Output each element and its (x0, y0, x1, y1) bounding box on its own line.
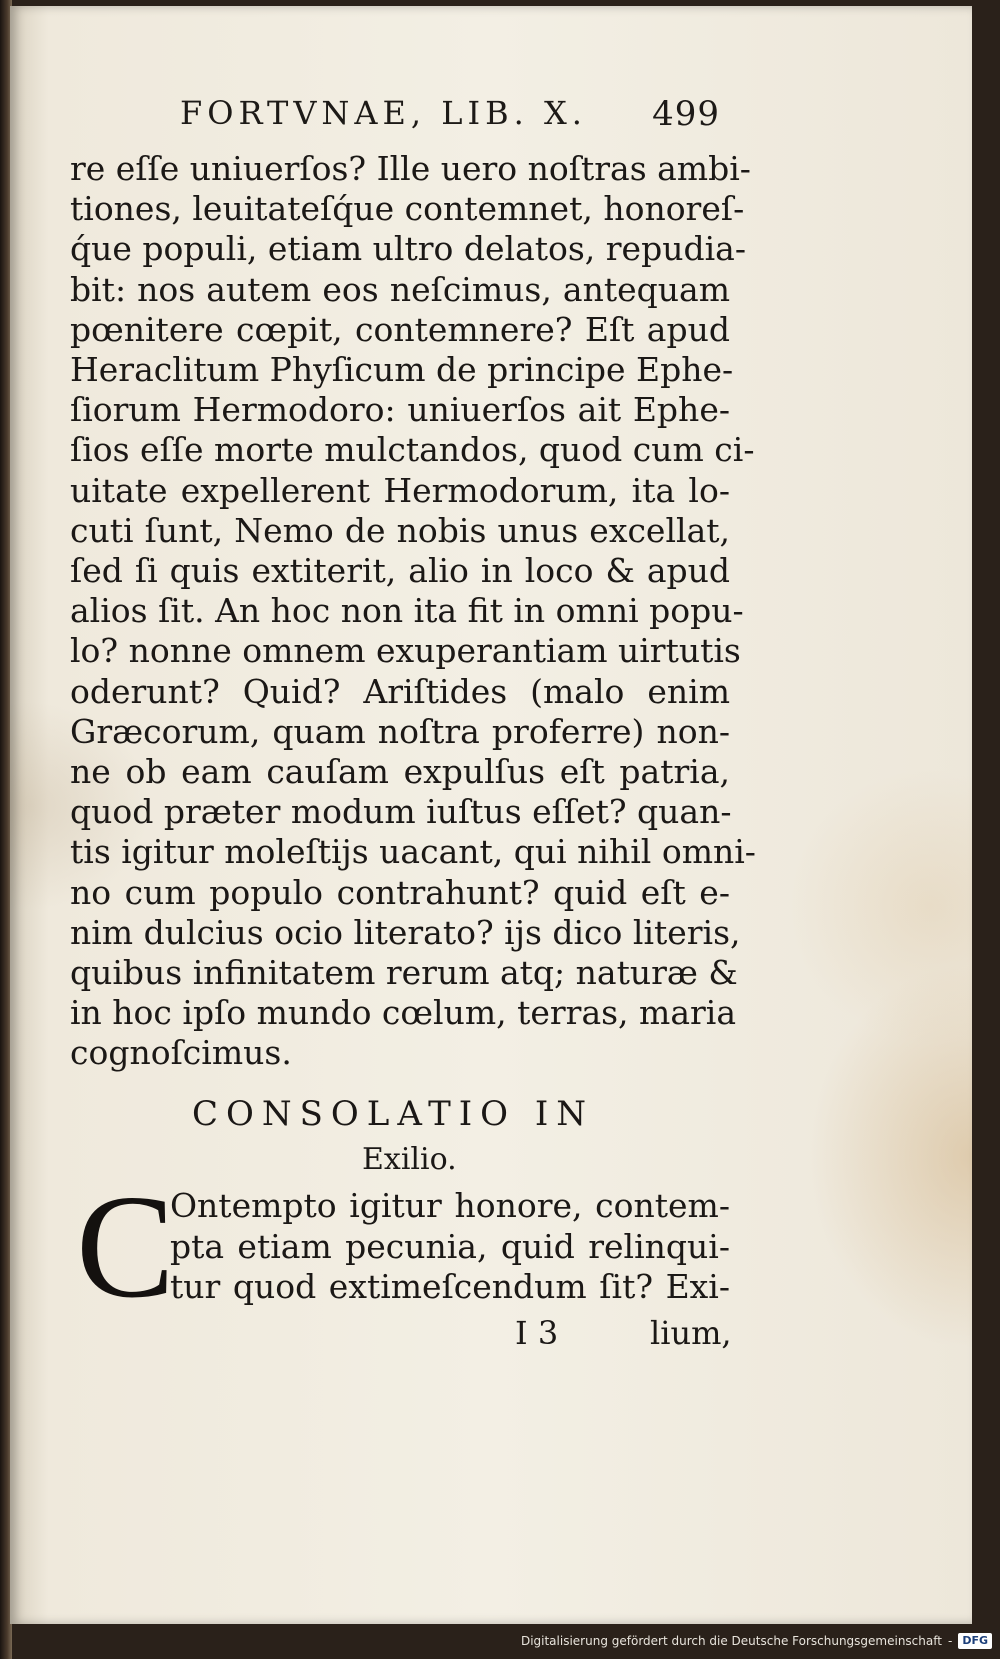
text-line: cognoſcimus. (70, 1033, 292, 1073)
text-line: re eſſe uniuerſos? Ille uero noſtras ambi- (70, 149, 751, 188)
text-line: pta etiam pecunia, quid relinqui- (170, 1226, 730, 1266)
dfg-logo: DFG (958, 1633, 992, 1649)
text-line: uitate expellerent Hermodorum, ita lo- (70, 470, 730, 510)
digitization-credit: Digitalisierung gefördert durch die Deutsche Forschungsgemeinschaft - DFG (521, 1631, 992, 1651)
drop-cap: C (76, 1165, 175, 1329)
page-number: 499 (652, 94, 720, 134)
running-title: FORTVNAE, LIB. X. (180, 94, 587, 132)
text-line: alios ſit. An hoc non ita fit in omni popu- (70, 591, 744, 631)
credit-text: Digitalisierung gefördert durch die Deutsche Forschungsgemeinschaft (520, 1634, 942, 1648)
text-line: Græcorum, quam noſtra proferre) non- (70, 711, 730, 751)
text-line: pœnitere cœpit, contemnere? Eſt apud (70, 309, 730, 349)
text-line: ſios eſſe morte mulctandos, quod cum ci- (70, 430, 755, 470)
main-text-block (70, 149, 756, 1074)
text-line: no cum populo contrahunt? quid eſt e- (70, 872, 730, 912)
text-line: ſed ſi quis extiterit, alio in loco & apud (70, 551, 730, 591)
section-text-block (170, 1186, 730, 1308)
catchword: lium, (650, 1314, 732, 1352)
text-line: Ontempto igitur honore, contem- (170, 1186, 730, 1225)
text-line: quibus infinitatem rerum atq; naturæ & (70, 953, 738, 993)
text-line: lo? nonne omnem exuperantiam uirtutis (70, 631, 741, 671)
text-line: Heraclitum Phyſicum de principe Ephe- (70, 350, 734, 390)
text-line: cuti ſunt, Nemo de nobis unus excellat, (70, 510, 730, 550)
text-line: nim dulcius ocio literato? ijs dico literis, (70, 912, 741, 952)
text-line: ne ob eam cauſam expulſus eſt patria, (70, 752, 730, 792)
text-line: in hoc ipſo mundo cœlum, terras, maria (70, 993, 737, 1033)
text-line: bit: nos autem eos neſcimus, antequam (70, 269, 730, 309)
text-line: tiones, leuitateſq́ue contemnet, honoreſ- (70, 189, 745, 229)
text-line: oderunt? Quid? Ariſtides (malo enim (70, 671, 730, 711)
signature-mark: I 3 (515, 1314, 559, 1352)
text-line: tur quod extimeſcendum ſit? Exi- (170, 1267, 730, 1306)
page-header (180, 94, 720, 138)
section-subheading: Exilio. (362, 1142, 457, 1177)
text-line: tis igitur moleſtijs uacant, qui nihil omni- (70, 832, 756, 872)
section-heading: CONSOLATIO IN (192, 1094, 595, 1134)
book-page (10, 6, 972, 1624)
text-line: quod præter modum iuſtus eſſet? quan- (70, 792, 732, 832)
text-line: q́ue populi, etiam ultro delatos, repudia- (70, 229, 746, 269)
text-line: ſiorum Hermodoro: uniuerſos ait Ephe- (70, 390, 730, 430)
